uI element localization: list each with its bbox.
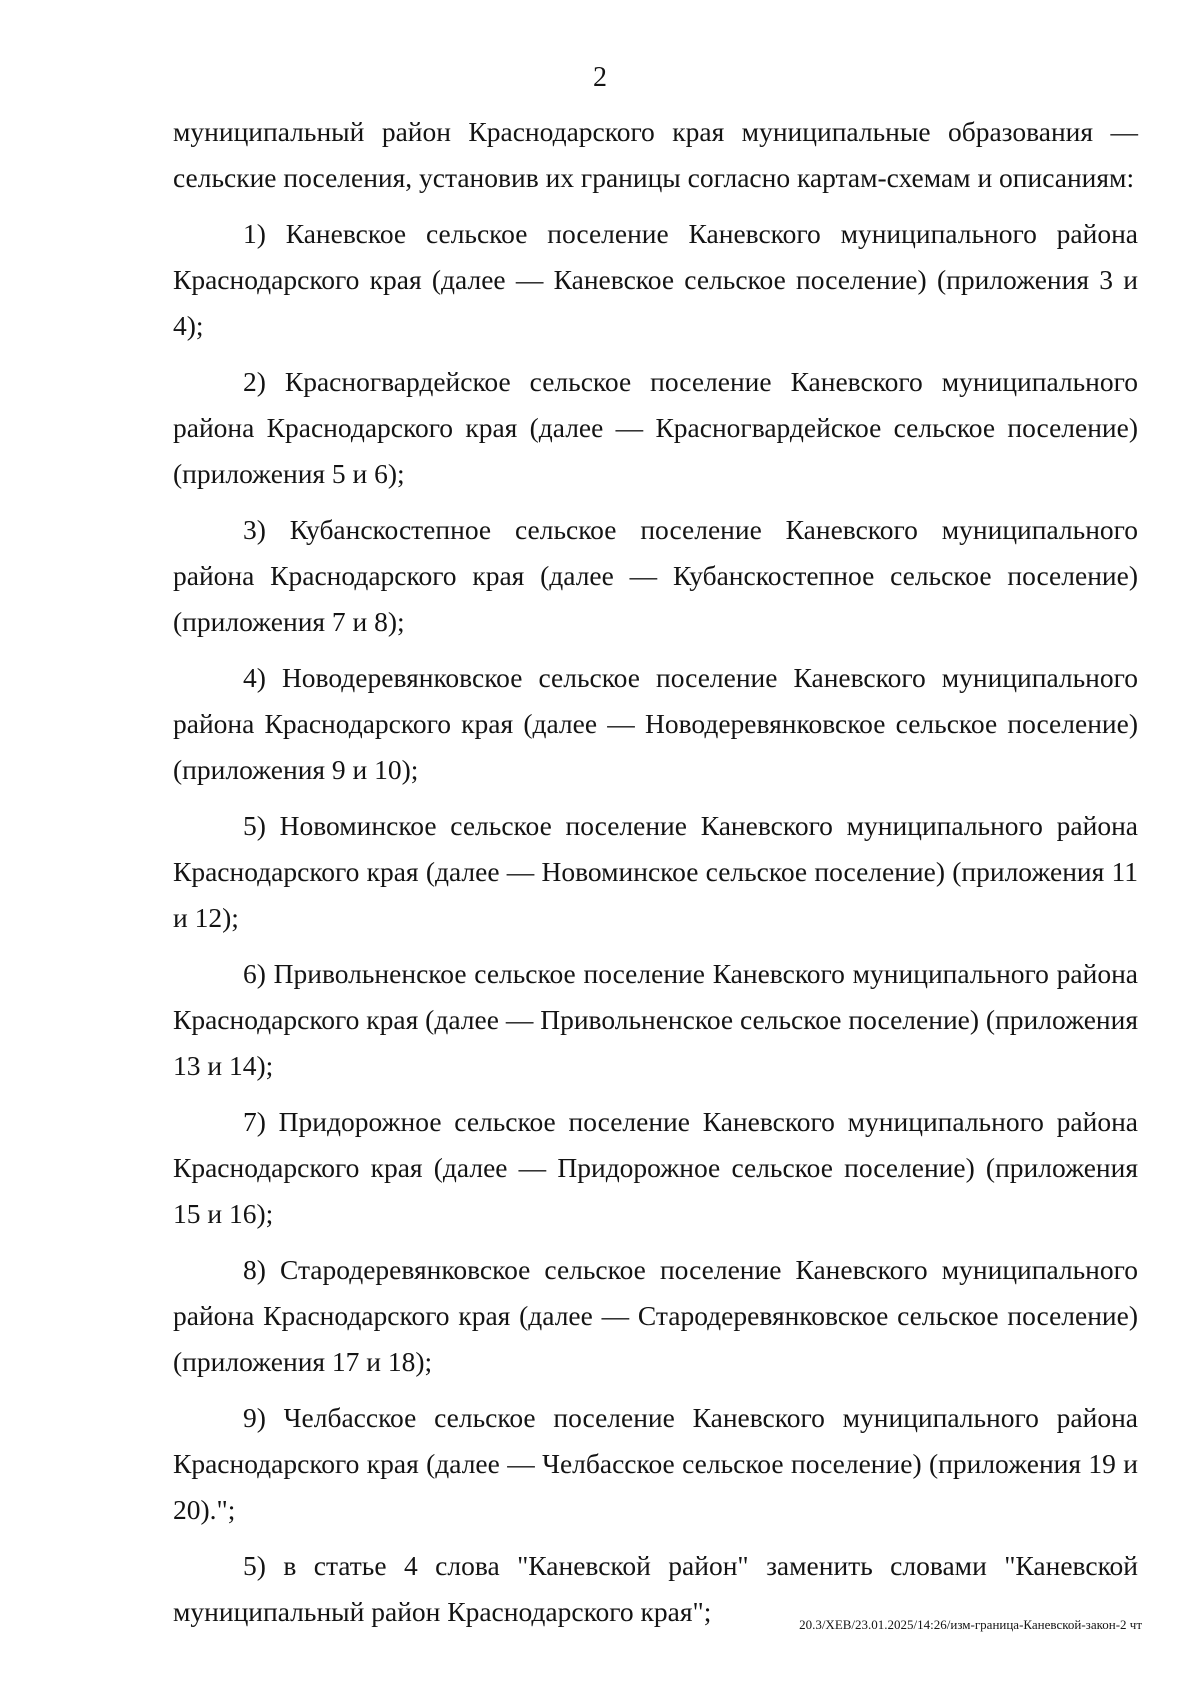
- page-number: 2: [593, 62, 607, 93]
- list-item-chelbasskoe: 9) Челбасское сельское поселение Каневского муниципального района Краснодарского края (далее — Челбасское сельское поселение) (приложения 19 и 20).";: [173, 1402, 1138, 1525]
- list-item-pridorozhnoe: 7) Придорожное сельское поселение Каневского муниципального района Краснодарского края (далее — Придорожное сельское поселение) (приложения 15 и 16);: [173, 1106, 1138, 1229]
- amendment-article-4: 5) в статье 4 слова "Каневской район" заменить словами "Каневской муниципальный район Краснодарского края";: [173, 1550, 1138, 1627]
- list-item-kubanskostepnoe: 3) Кубанскостепное сельское поселение Каневского муниципального района Краснодарского края (далее — Кубанскостепное сельское поселение) (приложения 7 и 8);: [173, 514, 1138, 637]
- list-item-novominskoe: 5) Новоминское сельское поселение Каневского муниципального района Краснодарского края (далее — Новоминское сельское поселение) (приложения 11 и 12);: [173, 810, 1138, 933]
- list-item-novoderevyankovskoe: 4) Новодеревянковское сельское поселение Каневского муниципального района Краснодарского края (далее — Новодеревянковское сельское поселение) (приложения 9 и 10);: [173, 662, 1138, 785]
- file-reference-footer: 20.3/ХЕВ/23.01.2025/14:26/изм-граница-Каневской-закон-2 чт: [799, 1617, 1142, 1632]
- list-item-privolnenskoe: 6) Привольненское сельское поселение Каневского муниципального района Краснодарского края (далее — Привольненское сельское поселение) (приложения 13 и 14);: [173, 958, 1138, 1081]
- list-item-kanevskoe: 1) Каневское сельское поселение Каневского муниципального района Краснодарского края (далее — Каневское сельское поселение) (приложения 3 и 4);: [173, 218, 1138, 341]
- paragraph-continuation: муниципальный район Краснодарского края муниципальные образования — сельские поселения, установив их границы согласно картам-схемам и описаниям:: [173, 116, 1138, 193]
- list-item-staroderevyankovskoe: 8) Стародеревянковское сельское поселение Каневского муниципального района Краснодарского края (далее — Стародеревянковское сельское поселение) (приложения 17 и 18);: [173, 1254, 1138, 1377]
- list-item-krasnogvardeyskoe: 2) Красногвардейское сельское поселение Каневского муниципального района Краснодарского края (далее — Красногвардейское сельское поселение) (приложения 5 и 6);: [173, 366, 1138, 489]
- document-body: [173, 109, 1138, 1645]
